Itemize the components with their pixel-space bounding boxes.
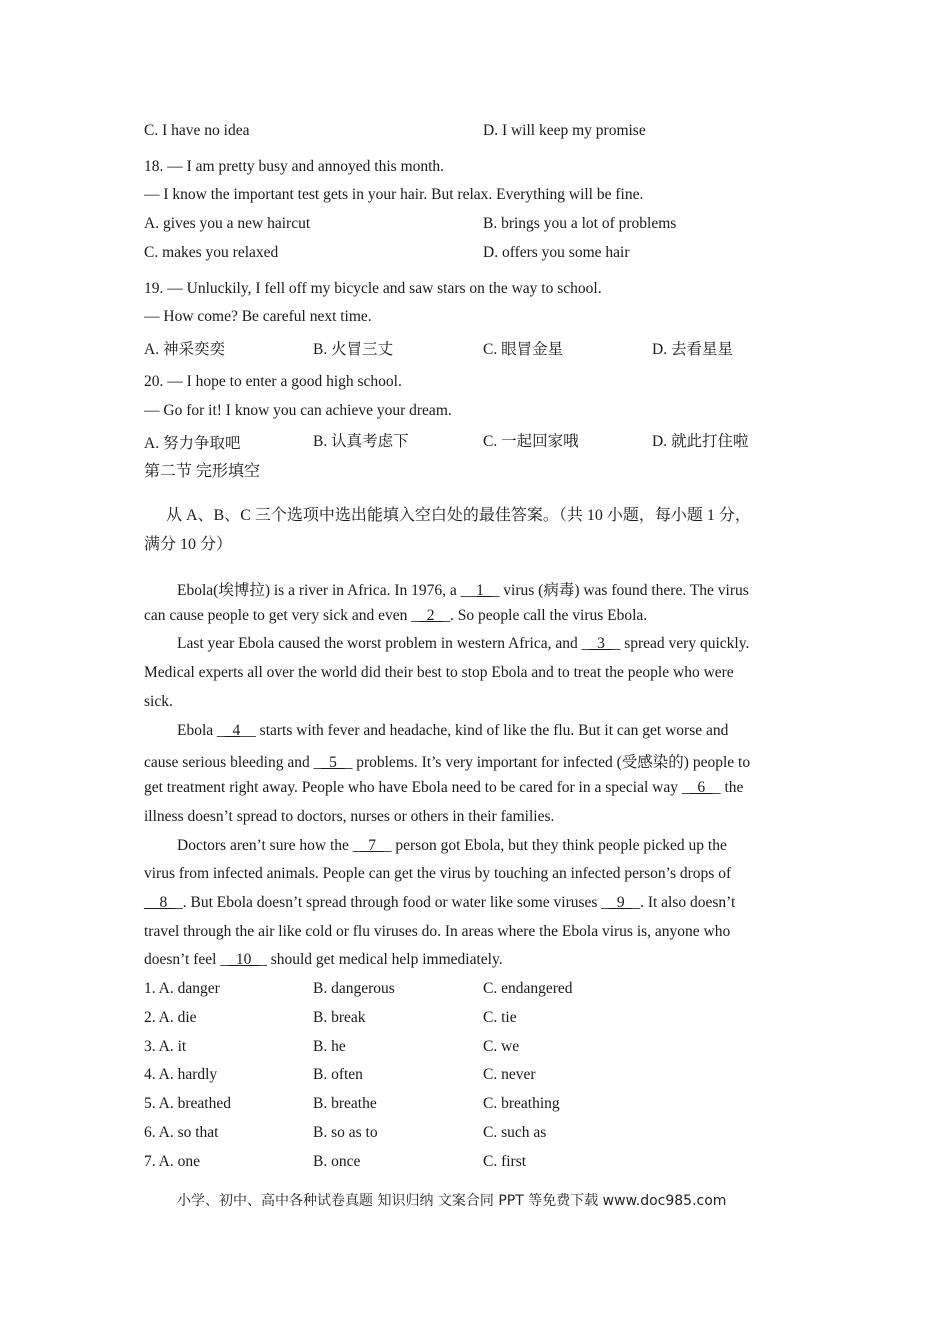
choice-2-c: C. tie xyxy=(483,1009,517,1026)
choice-3-c: C. we xyxy=(483,1038,520,1055)
blank-2: _2_ xyxy=(419,607,443,624)
choice-4-b: B. often xyxy=(313,1066,363,1083)
q18-line2: — I know the important test gets in your hair. But relax. Everything will be fine. xyxy=(144,186,644,203)
choice-7-b: B. once xyxy=(313,1153,361,1170)
passage-line: Doctors aren’t sure how the __7__ person got Ebola, but they think people picked up the xyxy=(177,837,727,854)
blank-9: _9_ xyxy=(609,894,633,911)
choice-2-a: 2. A. die xyxy=(144,1009,197,1026)
q19-line1: 19. — Unluckily, I fell off my bicycle and saw stars on the way to school. xyxy=(144,280,602,297)
q19-option-d: D. 去看星星 xyxy=(652,341,733,358)
page-footer: 小学、初中、高中各种试卷真题 知识归纳 文案合同 PPT 等免费下载 www.doc985.com xyxy=(177,1193,727,1209)
q19-line2: — How come? Be careful next time. xyxy=(144,308,372,325)
passage-line: Last year Ebola caused the worst problem in western Africa, and __3__ spread very quickly. xyxy=(177,635,750,652)
section-title: 第二节 完形填空 xyxy=(144,463,261,480)
q20-option-d: D. 就此打住啦 xyxy=(652,433,749,450)
blank-1: 1_ xyxy=(476,582,492,599)
passage-line: __8__. But Ebola doesn’t spread through food or water like some viruses __9__. It also doesn’t xyxy=(144,894,736,911)
blank-10: _10_ xyxy=(228,951,260,968)
passage-line: get treatment right away. People who have Ebola need to be cared for in a special way __6__ the xyxy=(144,779,744,796)
blank-3: _3_ xyxy=(589,635,613,652)
q20-option-c: C. 一起回家哦 xyxy=(483,433,579,450)
choice-7-a: 7. A. one xyxy=(144,1153,200,1170)
passage-line: Medical experts all over the world did their best to stop Ebola and to treat the people who were xyxy=(144,664,734,681)
q20-option-b: B. 认真考虑下 xyxy=(313,433,409,450)
q18-option-d: D. offers you some hair xyxy=(483,244,630,261)
q19-option-a: A. 神采奕奕 xyxy=(144,341,225,358)
passage-line: Ebola __4__ starts with fever and headache, kind of like the flu. But it can get worse and xyxy=(177,722,729,739)
choice-5-a: 5. A. breathed xyxy=(144,1095,231,1112)
choice-6-c: C. such as xyxy=(483,1124,547,1141)
choice-2-b: B. break xyxy=(313,1009,366,1026)
q20-option-a: A. 努力争取吧 xyxy=(144,435,241,452)
choice-5-c: C. breathing xyxy=(483,1095,560,1112)
choice-3-b: B. he xyxy=(313,1038,346,1055)
passage-line: illness doesn’t spread to doctors, nurses or others in their families. xyxy=(144,808,555,825)
q18-line1: 18. — I am pretty busy and annoyed this month. xyxy=(144,158,445,175)
blank-8: __8_ xyxy=(144,894,175,911)
choice-1-b: B. dangerous xyxy=(313,980,395,997)
passage-line: can cause people to get very sick and even __2__. So people call the virus Ebola. xyxy=(144,607,648,624)
passage-line: cause serious bleeding and __5__ problems. It’s very important for infected (受感染的) people to xyxy=(144,754,751,771)
choice-1-a: 1. A. danger xyxy=(144,980,220,997)
q18-option-c: C. makes you relaxed xyxy=(144,244,279,261)
section-instruction-line1: 从 A、B、C 三个选项中选出能填入空白处的最佳答案。（共 10 小题，每小题 1 分， xyxy=(166,507,751,524)
blank-5: _5_ xyxy=(321,754,345,771)
q20-line2: — Go for it! I know you can achieve your dream. xyxy=(144,402,452,419)
passage-line: travel through the air like cold or flu viruses do. In areas where the Ebola virus is, anyone who xyxy=(144,923,731,940)
passage-line: doesn’t feel __10__ should get medical help immediately. xyxy=(144,951,503,968)
blank-7: _7_ xyxy=(360,837,384,854)
passage-line: sick. xyxy=(144,693,173,710)
choice-4-c: C. never xyxy=(483,1066,536,1083)
choice-6-a: 6. A. so that xyxy=(144,1124,219,1141)
q18-option-b: B. brings you a lot of problems xyxy=(483,215,677,232)
choice-4-a: 4. A. hardly xyxy=(144,1066,218,1083)
choice-1-c: C. endangered xyxy=(483,980,573,997)
choice-3-a: 3. A. it xyxy=(144,1038,187,1055)
choice-5-b: B. breathe xyxy=(313,1095,377,1112)
passage-line: Ebola(埃博拉) is a river in Africa. In 1976, a __1__ virus (病毒) was found there. The virus xyxy=(177,582,749,599)
q17-option-d: D. I will keep my promise xyxy=(483,122,646,139)
blank-6: _6_ xyxy=(689,779,713,796)
q19-option-c: C. 眼冒金星 xyxy=(483,341,564,358)
section-instruction-line2: 满分 10 分） xyxy=(144,536,233,553)
choice-7-c: C. first xyxy=(483,1153,527,1170)
passage-line: virus from infected animals. People can get the virus by touching an infected person’s drops of xyxy=(144,865,732,882)
q17-option-c: C. I have no idea xyxy=(144,122,250,139)
q18-option-a: A. gives you a new haircut xyxy=(144,215,311,232)
q20-line1: 20. — I hope to enter a good high school. xyxy=(144,373,402,390)
blank-4: _4 xyxy=(224,722,241,739)
q19-option-b: B. 火冒三丈 xyxy=(313,341,394,358)
choice-6-b: B. so as to xyxy=(313,1124,378,1141)
